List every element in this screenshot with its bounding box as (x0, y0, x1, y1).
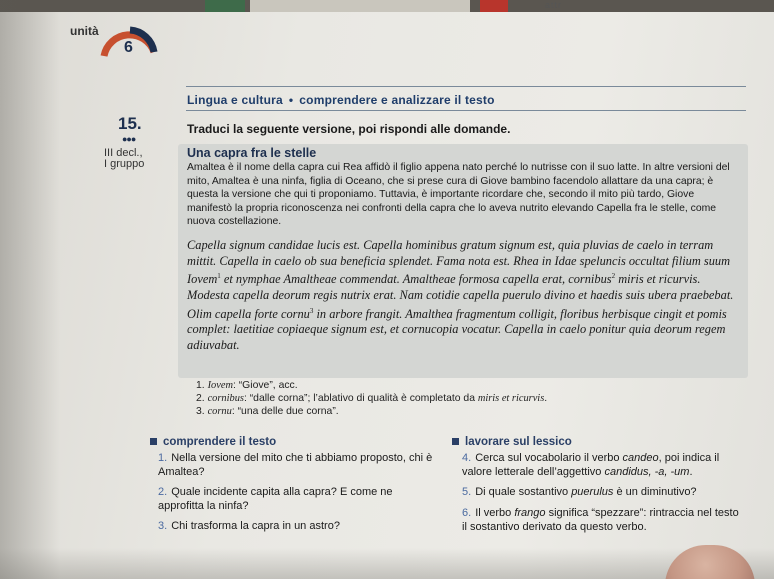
latin-text (187, 238, 742, 353)
lexicon-heading (452, 436, 572, 448)
top-strip (0, 0, 774, 12)
question-text: significa “spezzare”: rintraccia nel testo il sostantivo derivato da questo verbo. (462, 507, 739, 533)
exercise-instruction: Traduci la seguente versione, poi rispondi alle domande. (187, 122, 511, 136)
footnote-number: 1. (196, 380, 205, 391)
latin-part4: in arbore frangit. Amalthea fragmentum colligit, floribus herbisque cingit et pomis complet: laetitiae copiaeque signum est, et cornucopia vocatur. Capella in caelo ponitur quia deorum regem adiuvabat. (187, 306, 727, 352)
top-note: attr (545, 0, 563, 10)
question-number: 2. (158, 486, 168, 498)
top-strip-red (480, 0, 508, 12)
question-text: Cerca sul vocabolario il verbo (475, 452, 623, 464)
question-text: è un diminutivo? (613, 486, 697, 498)
footnote-text: : “una delle due corna”. (231, 406, 339, 418)
lexicon-title: lavorare sul lessico (465, 436, 572, 448)
footnote-number: 3. (196, 406, 205, 418)
latin-part3: miris et ricurvis. Modesta capella deorum regis nutrix erat. Nam cotidie capella puerulo divino et haedis suis ubera praebebat. Olim capella forte cornu (187, 272, 734, 321)
footnotes (196, 379, 736, 419)
top-strip-pale (250, 0, 470, 12)
question-1 (158, 452, 448, 479)
question-4 (462, 452, 742, 479)
comprehension-title: comprendere il testo (163, 436, 277, 448)
story-title: Una capra fra le stelle (187, 146, 317, 160)
question-3 (158, 520, 448, 534)
exercise-level-line1: III decl., (104, 147, 143, 159)
question-text: , poi indica il valore letterale dell’aggettivo (462, 452, 720, 478)
exercise-number: 15. (118, 114, 142, 133)
footnote-marker-3: 3 (309, 306, 314, 315)
question-5 (462, 486, 742, 500)
footnote-marker-1: 1 (217, 272, 221, 281)
question-term: puerulus (571, 486, 614, 498)
unit-label: unità (70, 24, 99, 38)
difficulty-dots-icon: ●●● (122, 134, 136, 144)
top-strip-green (205, 0, 245, 12)
square-bullet-icon (150, 438, 157, 445)
section-heading-part2: comprendere e analizzare il testo (299, 93, 495, 107)
question-term: candeo (622, 452, 659, 464)
footnote-tail: . (544, 393, 548, 405)
question-text: Nella versione del mito che ti abbiamo proposto, chi è Amaltea? (158, 452, 433, 478)
comprehension-heading (150, 436, 276, 448)
section-heading-separator: • (288, 93, 294, 107)
footnote-3 (196, 405, 736, 418)
footnote-term: Iovem (207, 380, 233, 391)
question-6 (462, 507, 742, 534)
question-term: frango (514, 507, 546, 519)
question-number: 3. (158, 520, 168, 532)
exercise-level-line2: I gruppo (104, 158, 145, 170)
question-text: Chi trasforma la capra in un astro? (171, 520, 340, 532)
latin-part1: Capella signum candidae lucis est. Capella hominibus gratum signum est, quia pluvias de caelo in terram mittit. Capella in caelo ob sua beneficia splendet. Fama nota est. Rhea in Idae speluncis occultat filium suum Iovem (187, 238, 731, 287)
story-intro: Amaltea è il nome della capra cui Rea affidò il figlio appena nato perché lo nutrisse con il suo latte. In altre versioni del mito, Amaltea è una ninfa, figlia di Oceano, che si prese cura di Giove bambino facendolo allattare da una capra; è questa la versione che qui ti proponiamo. Tuttavia, è importante ricordare che, secondo il mito più tardo, Giove manifestò la propria riconoscenza nei confronti della capra che lo aveva nutrito elevando Capella fra le stelle, come nuova costellazione. (187, 162, 730, 228)
footnote-marker-2: 2 (611, 272, 616, 281)
footnote-2 (196, 392, 736, 405)
question-text: Di quale sostantivo (475, 486, 572, 498)
unit-number: 6 (124, 39, 133, 56)
exercise-level (104, 148, 144, 170)
latin-part2: et nymphae Amaltheae commendat. Amaltheae formosa capella erat, cornibus (220, 272, 612, 287)
section-heading (187, 93, 495, 107)
footnote-term: cornu (207, 406, 232, 418)
question-text: Il verbo (475, 507, 515, 519)
question-2 (158, 486, 438, 513)
question-term: candidus, -a, -um (604, 465, 690, 478)
question-number: 5. (462, 486, 472, 498)
section-rule-bottom (186, 110, 746, 111)
question-number: 6. (462, 507, 472, 519)
question-text: . (689, 465, 693, 478)
section-rule-top (186, 86, 746, 87)
footnote-text: : “dalle corna”; l’ablativo di qualità è completato da (243, 393, 478, 405)
footnote-extra: miris et ricurvis (477, 393, 545, 405)
footnote-number: 2. (196, 393, 205, 405)
question-number: 1. (158, 452, 168, 464)
square-bullet-icon (452, 438, 459, 445)
question-number: 4. (462, 452, 472, 464)
footnote-term: cornibus (207, 393, 244, 405)
section-heading-part1: Lingua e cultura (187, 93, 283, 107)
page-edge-shadow (0, 0, 60, 579)
question-text: Quale incidente capita alla capra? E come ne approfitta la ninfa? (158, 486, 393, 512)
footnote-1 (196, 379, 736, 392)
footnote-text: : “Giove”, acc. (232, 380, 298, 391)
page-bottom-shadow (0, 548, 774, 579)
